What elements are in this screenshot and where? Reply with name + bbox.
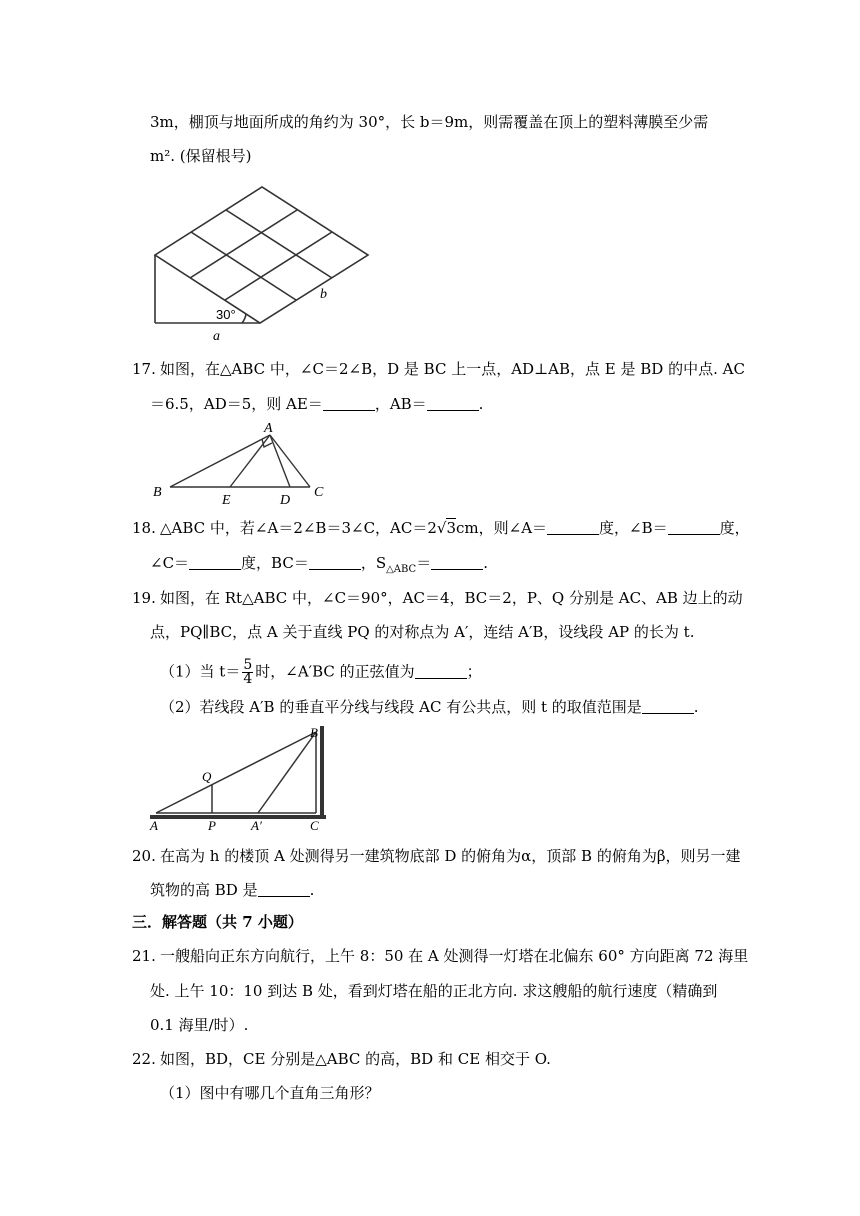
q17-line2-c: . — [478, 395, 484, 413]
q21-line1: 一艘船向正东方向航行，上午 8：50 在 A 处测得一灯塔在北偏东 60° 方向距离 72 海里 — [160, 947, 749, 965]
q19-sub2 — [160, 697, 699, 717]
q19-label-b: B — [310, 725, 318, 740]
q17-blank-ae — [323, 396, 375, 411]
q19-sub1-a: （1）当 t＝ — [160, 662, 241, 681]
section-heading: 三．解答题（共 7 小题） — [132, 913, 303, 931]
q19-blank-sin — [415, 664, 467, 679]
q20-line2 — [150, 880, 314, 900]
q18-number: 18. — [132, 519, 156, 537]
q18-blank-b — [668, 520, 720, 535]
q19-line1: 如图，在 Rt△ABC 中，∠C＝90°，AC＝4，BC＝2，P、Q 分别是 AC、AB 边上的动 — [160, 589, 743, 607]
q17-label-a: A — [264, 421, 273, 436]
q17-triangle-figure — [150, 420, 330, 508]
q22-line1: 如图，BD，CE 分别是△ABC 的高，BD 和 CE 相交于 O. — [160, 1050, 551, 1068]
q19-sub2-a: （2）若线段 A′B 的垂直平分线与线段 AC 有公共点，则 t 的取值范围是 — [160, 698, 642, 716]
q19-fraction — [242, 659, 253, 686]
q20-number: 20. — [132, 847, 156, 865]
q17-label-d: D — [280, 493, 291, 508]
q18-line1 — [160, 518, 750, 538]
q19-label-a-prime: A′ — [251, 818, 262, 833]
q19-frac-num: 5 — [243, 657, 253, 673]
q18-blank-a — [547, 520, 599, 535]
q17-number: 17. — [132, 360, 156, 378]
q17-label-e: E — [222, 493, 231, 508]
q18-line1-c: 度，∠B＝ — [599, 519, 668, 537]
q20-line2-a: 筑物的高 BD 是 — [150, 881, 258, 899]
q17-line2-a: ＝6.5，AD＝5，则 AE＝ — [150, 395, 323, 413]
q19-label-p: P — [208, 818, 216, 833]
q19-sub1 — [160, 659, 482, 686]
q18-line2-d: ＝ — [416, 554, 432, 572]
q17-blank-ab — [427, 396, 479, 411]
q19-line2: 点，PQ∥BC，点 A 关于直线 PQ 的对称点为 A′，连结 A′B，设线段 AP 的长为 t. — [150, 623, 695, 641]
q21-number: 21. — [132, 947, 156, 965]
q19-label-q: Q — [202, 769, 212, 784]
q21-line2: 处. 上午 10：10 到达 B 处，看到灯塔在船的正北方向. 求这艘船的航行速度（精确到 — [150, 982, 718, 1000]
q20-line2-b: . — [309, 881, 315, 899]
q19-sub2-b: . — [693, 698, 699, 716]
q19-sub1-c: ； — [466, 662, 482, 681]
q17-label-c: C — [314, 485, 324, 500]
q18-blank-area — [431, 555, 483, 570]
q16-angle-label: 30° — [216, 307, 236, 322]
q18-line2-c: ，S — [360, 554, 387, 572]
q18-sqrt-radicand: 3 — [446, 519, 457, 537]
q17-label-b: B — [153, 485, 162, 500]
q19-sub1-b: 时，∠A′BC 的正弦值为 — [255, 662, 415, 681]
q22-number: 22. — [132, 1050, 156, 1068]
q16-line1: 3m，棚顶与地面所成的角约为 30°，长 b＝9m，则需覆盖在顶上的塑料薄膜至少需 — [150, 113, 709, 131]
q18-line2 — [150, 553, 488, 580]
q19-frac-den: 4 — [243, 671, 253, 687]
q19-triangle-figure — [148, 724, 328, 834]
q18-line1-a: △ABC 中，若∠A＝2∠B＝3∠C，AC＝2 — [160, 519, 437, 537]
q19-label-a: A — [150, 818, 158, 833]
q18-line2-e: . — [483, 554, 489, 572]
q18-line2-sub: △ABC — [386, 564, 417, 575]
q19-label-c: C — [310, 818, 319, 833]
q17-line1: 如图，在△ABC 中，∠C＝2∠B，D 是 BC 上一点，AD⊥AB，点 E 是 BD 的中点. AC — [160, 360, 745, 378]
q16-greenhouse-figure — [150, 180, 390, 345]
q18-line2-a: ∠C＝ — [150, 554, 190, 572]
q18-line2-b: 度，BC＝ — [241, 554, 309, 572]
q17-line2-b: ，AB＝ — [374, 395, 427, 413]
q18-blank-bc — [309, 555, 361, 570]
q18-line1-d: 度， — [719, 519, 750, 537]
q18-blank-c — [189, 555, 241, 570]
q20-line1: 在高为 h 的楼顶 A 处测得另一建筑物底部 D 的俯角为α，顶部 B 的俯角为β，则另一建 — [160, 847, 741, 865]
q17-line2 — [150, 394, 483, 414]
q19-number: 19. — [132, 589, 156, 607]
q18-line1-b: cm，则∠A＝ — [456, 519, 548, 537]
q16-line2: m². (保留根号) — [150, 147, 252, 165]
q19-blank-range — [642, 699, 694, 714]
q16-a-label: a — [213, 329, 220, 344]
q22-sub1: （1）图中有哪几个直角三角形？ — [160, 1084, 380, 1102]
q16-b-label: b — [320, 287, 327, 302]
q21-line3: 0.1 海里/时）. — [150, 1016, 249, 1034]
q20-blank — [258, 882, 310, 897]
q18-sqrt: √3 — [436, 519, 457, 537]
